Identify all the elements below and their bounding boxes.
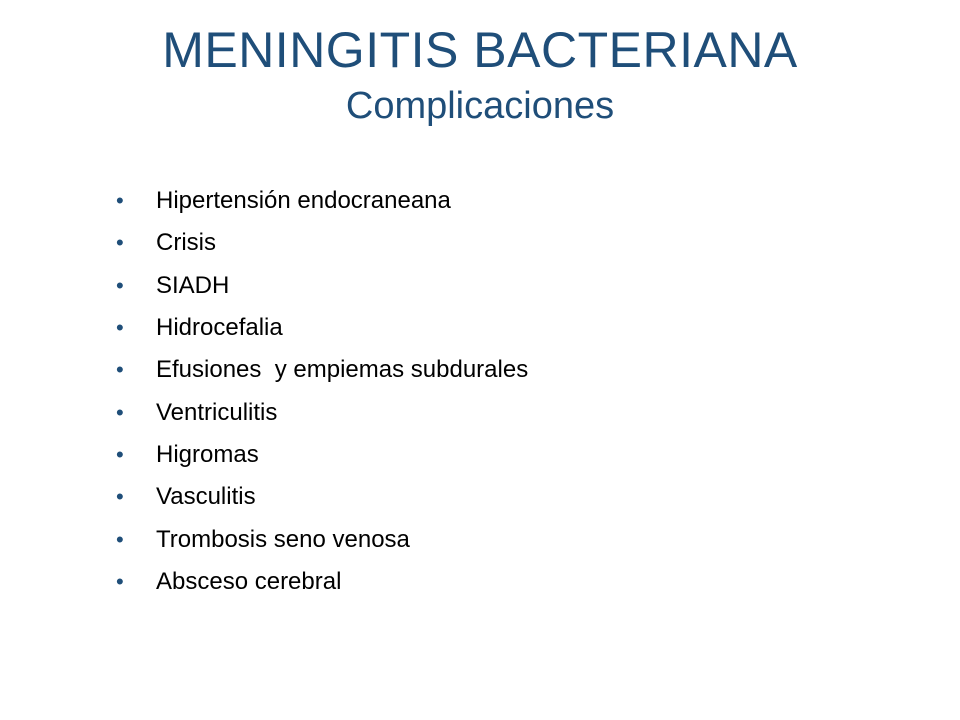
bullet-list: [116, 180, 528, 603]
bullet-item: [116, 391, 528, 433]
bullet-text: Absceso cerebral: [156, 567, 342, 595]
slide-title: MENINGITIS BACTERIANA: [162, 22, 798, 78]
bullet-text: Hidrocefalia: [156, 314, 283, 342]
bullet-item: [116, 518, 528, 560]
bullet-icon: •: [116, 568, 124, 594]
bullet-item: [116, 307, 528, 349]
bullet-text: Crisis: [156, 229, 216, 257]
bullet-item: [116, 222, 528, 264]
bullet-text: Higromas: [156, 440, 259, 468]
bullet-icon: •: [116, 188, 124, 214]
bullet-icon: •: [116, 230, 124, 256]
bullet-icon: •: [116, 357, 124, 383]
slide-subtitle: Complicaciones: [345, 85, 615, 127]
bullet-icon: •: [116, 441, 124, 467]
bullet-icon: •: [116, 272, 124, 298]
bullet-icon: •: [116, 315, 124, 341]
bullet-icon: •: [116, 484, 124, 510]
bullet-item: [116, 434, 528, 476]
bullet-text: Ventriculitis: [156, 398, 278, 426]
bullet-icon: •: [116, 399, 124, 425]
bullet-text: Efusiones y empiemas subdurales: [156, 356, 529, 384]
bullet-item: [116, 265, 528, 307]
bullet-item: [116, 180, 528, 222]
bullet-text: Trombosis seno venosa: [156, 525, 410, 553]
bullet-item: [116, 561, 528, 603]
title-block: [0, 18, 960, 130]
bullet-item: [116, 349, 528, 391]
bullet-text: Hipertensión endocraneana: [156, 187, 451, 215]
bullet-text: Vasculitis: [156, 483, 256, 511]
bullet-text: SIADH: [156, 271, 230, 299]
bullet-item: [116, 476, 528, 518]
bullet-icon: •: [116, 526, 124, 552]
